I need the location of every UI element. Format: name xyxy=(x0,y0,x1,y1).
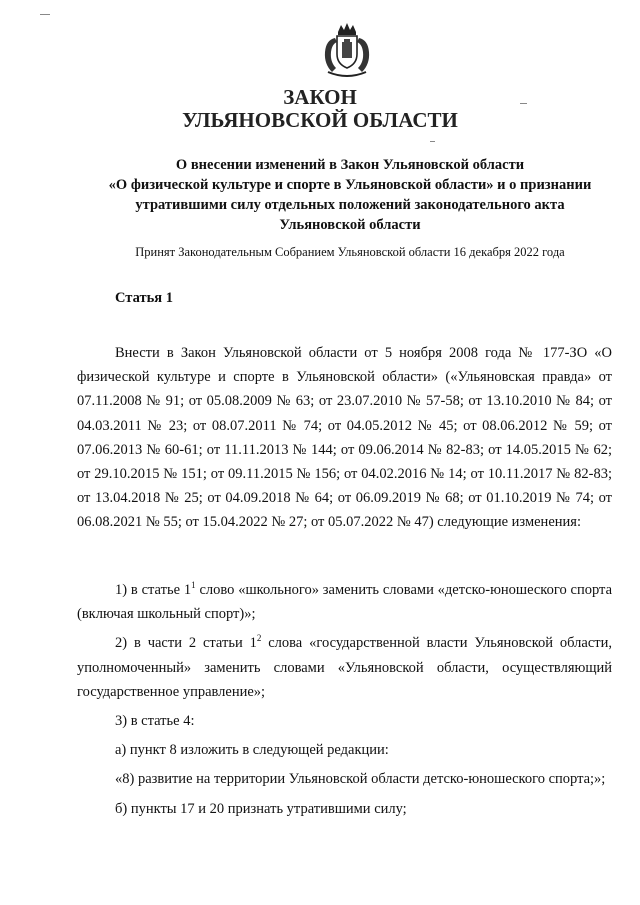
law-heading xyxy=(60,155,640,235)
list-item: а) пункт 8 изложить в следующей редакции: xyxy=(115,742,389,759)
list-item: б) пункты 17 и 20 признать утратившими силу; xyxy=(115,800,407,817)
list-item: 1) в статье $1^1$ слово «школьного» заменить словами «детско-юношеского спорта (включая школьный спорт)»; xyxy=(77,580,612,623)
heading-line: О внесении изменений в Закон Ульяновской области xyxy=(175,157,525,173)
region-title: УЛЬЯНОВСКОЙ ОБЛАСТИ xyxy=(182,108,458,132)
scan-mark xyxy=(40,14,50,15)
heading-line: «О физической культуре и спорте в Ульяновской области» и о признании xyxy=(108,177,592,193)
list-item: 3) в статье 4: xyxy=(115,713,195,730)
scan-mark xyxy=(430,141,435,142)
amendments-list xyxy=(77,578,612,826)
heading-line: Ульяновской области xyxy=(279,217,421,233)
quoted-text: «8) развитие на территории Ульяновской области детско-юношеского спорта;»; xyxy=(115,771,606,788)
intro-paragraph: Внести в Закон Ульяновской области от 5 ноября 2008 года № 177-ЗО «О физической культуре и спорте в Ульяновской области» («Ульяновская правда» от 07.11.2008 № 91; от 05.08.2009 № 63; от 23.07.2010 № 57-58; от 13.10.2010 № 84; от 04.03.2011 № 23; от 08.07.2011 № 74; от 04.05.2012 № 45; от 08.06.2012 № 59; от 07.06.2013 № 60-61; от 11.11.2013 № 144; от 09.06.2014 № 82-83; от 14.05.2015 № 62; от 29.10.2015 № 151; от 09.11.2015 № 156; от 04.02.2016 № 14; от 10.11.2017 № 82-83; от 13.04.2018 № 25; от 04.09.2018 № 64; от 06.09.2019 № 68; от 01.10.2019 № 74; от 06.08.2021 № 55; от 15.04.2022 № 27; от 05.07.2022 № 47) следующие изменения: xyxy=(77,345,612,531)
list-item: 2) в части 2 статьи $1^2$ слова «государственной власти Ульяновской области, уполномоченный» заменить словами «Ульяновской области, осуществляющий государственное управление»; xyxy=(77,633,613,700)
heading-line: утратившими силу отдельных положений законодательного акта xyxy=(135,197,565,213)
coat-of-arms-icon xyxy=(320,22,374,78)
adoption-note: Принят Законодательным Собранием Ульяновской области 16 декабря 2022 года xyxy=(135,245,565,259)
article-heading: Статья 1 xyxy=(115,290,173,306)
law-title: ЗАКОН xyxy=(283,85,357,109)
